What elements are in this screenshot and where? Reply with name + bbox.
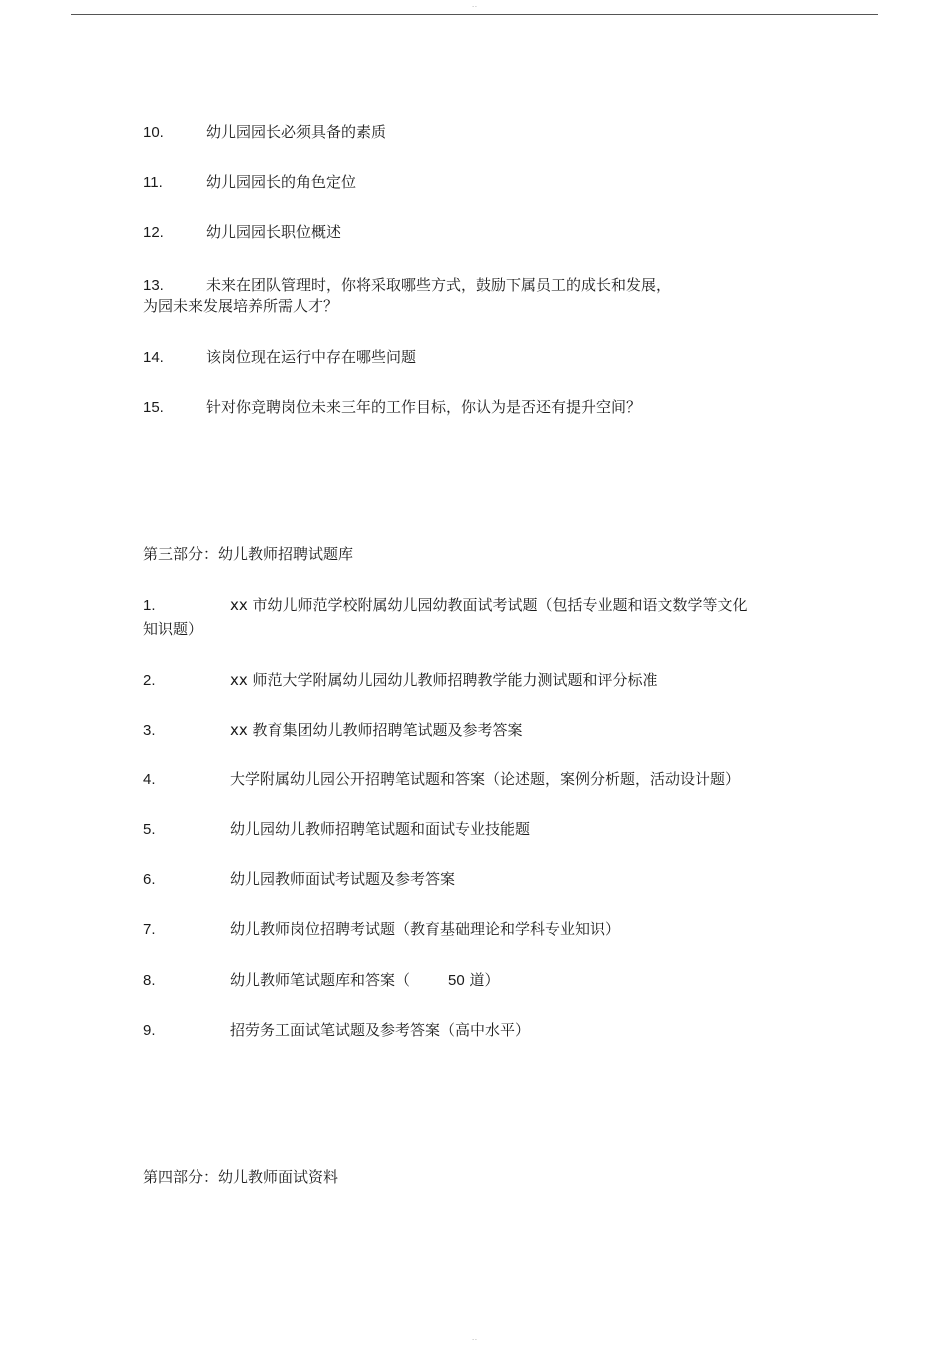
item-number: 11. (143, 174, 163, 191)
item-text: xx 市幼儿师范学校附属幼儿园幼教面试考试题（包括专业题和语文数学等文化 (230, 596, 748, 614)
item-number: 9. (143, 1022, 156, 1039)
item-text: 针对你竞聘岗位未来三年的工作目标，你认为是否还有提升空间？ (206, 398, 642, 416)
item-number: 5. (143, 821, 156, 838)
footer-mark: .. (472, 1335, 478, 1342)
item-text: 大学附属幼儿园公开招聘笔试题和答案（论述题，案例分析题，活动设计题） (230, 770, 741, 788)
item-text: 幼儿教师岗位招聘考试题（教育基础理论和学科专业知识） (230, 920, 621, 938)
header-mark: .. (472, 2, 478, 9)
header-rule (71, 14, 878, 15)
item-number: 8. (143, 972, 156, 989)
item-number: 13. (143, 277, 164, 294)
item-text: 幼儿园园长职位概述 (206, 223, 342, 241)
item-text: xx 教育集团幼儿教师招聘笔试题及参考答案 (230, 721, 523, 739)
item-text-group (230, 970, 499, 991)
item-text: 幼儿园园长必须具备的素质 (206, 123, 387, 141)
item-text: 招劳务工面试笔试题及参考答案（高中水平） (230, 1021, 531, 1039)
item-text: xx 师范大学附属幼儿园幼儿教师招聘教学能力测试题和评分标准 (230, 671, 658, 689)
item-text: 幼儿园园长的角色定位 (206, 173, 357, 191)
section-heading: 第三部分：幼儿教师招聘试题库 (143, 545, 354, 563)
item-number: 1. (143, 597, 156, 614)
item-text-continued: 知识题） (143, 620, 204, 638)
item-number: 10. (143, 124, 164, 141)
item-number: 3. (143, 722, 156, 739)
section-heading: 第四部分：幼儿教师面试资料 (143, 1168, 339, 1186)
item-number: 4. (143, 771, 156, 788)
item-text: 幼儿教师笔试题库和答案（ (230, 971, 411, 989)
item-number: 14. (143, 349, 164, 366)
item-number: 12. (143, 224, 164, 241)
item-text: 幼儿园幼儿教师招聘笔试题和面试专业技能题 (230, 820, 531, 838)
item-text-after: 道） (464, 971, 500, 989)
item-number: 6. (143, 871, 156, 888)
item-inline-number: 50 (448, 972, 465, 989)
item-text: 该岗位现在运行中存在哪些问题 (206, 348, 417, 366)
item-number: 2. (143, 672, 156, 689)
item-text-continued: 为园未来发展培养所需人才？ (143, 297, 339, 315)
item-text: 幼儿园教师面试考试题及参考答案 (230, 870, 456, 888)
item-number: 7. (143, 921, 156, 938)
item-text: 未来在团队管理时，你将采取哪些方式，鼓励下属员工的成长和发展， (206, 276, 672, 294)
item-number: 15. (143, 399, 164, 416)
